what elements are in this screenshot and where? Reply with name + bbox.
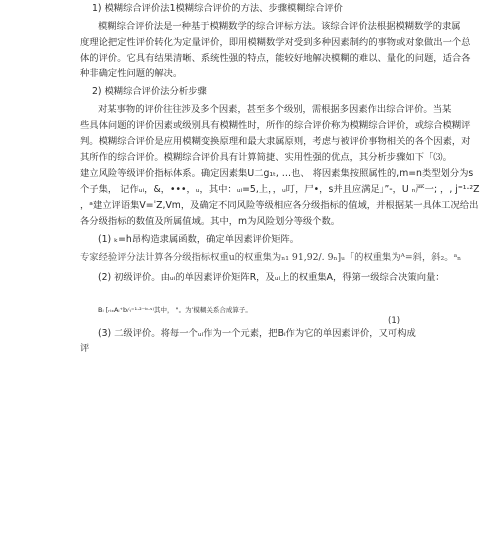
formula-number: (1)	[388, 316, 401, 326]
text-line: 判。模糊综合评价是应用模糊变换原理和最大隶属原则，考虑与被评价事物相关的各个因素，对	[80, 136, 471, 147]
text-line: 专家经验评分法计算各分级指标权重u的权重集为ₙ₁ 91,92/. 9ₙ]ᵤ「的权重集为ᴬ=斜，斜₂。ᵃₙ	[80, 252, 462, 263]
text-line: 各分级指标的数值及所属值域。其中，m为风险划分等级个数。	[80, 216, 341, 227]
text-line: 体的评价。它具有结果清晰、系统性强的特点，能较好地解决模糊的难以、量化的问题，适合各	[80, 53, 471, 64]
text-line: 评	[80, 343, 90, 354]
text-line: 建立风险等级评价指标体系。确定因素集U二g₁ₜ, …也、 将因素集按照属性的,m=n类型划分为s	[80, 168, 474, 179]
text-line: 模糊综合评价法是一种基于模糊数学的综合评标方法。该综合评价法根据模糊数学的隶属	[98, 21, 461, 32]
text-line: 些具体问题的评价因素或级别具有模糊性时，所作的综合评价称为模糊综合评价，或综合模糊评	[80, 120, 471, 131]
text-line: 对某事物的评价往往涉及多个因素，甚至多个级别，需根据多因素作出综合评价。当某	[98, 104, 452, 115]
text-line: 种非确定性问题的解决。	[80, 68, 183, 79]
text-line: 1) 模糊综合评价法1模糊综合评价的方法、步骤模糊综合评价	[92, 3, 343, 14]
text-line: 2) 模糊综合评价法分析步骤	[92, 86, 207, 97]
text-line: (2) 初级评价。由ᵤᵢ的单因素评价矩阵R，及ᵤᵢ上的权重集A，得第一级综合决策向量：	[98, 272, 445, 283]
text-line: 度理论把定性评价转化为定量评价，即用模糊数学对受到多种因素制约的事物或对象做出一个总	[80, 37, 471, 48]
text-line: (1) ₖ=h昂构造隶属函数，确定单因素评价矩阵。	[98, 234, 300, 245]
text-line: (3) 二级评价。将每一个ᵤᵢ作为一个元素，把Bᵢ作为它的单因素评价，又可构成	[98, 328, 416, 339]
text-line: 其所作的综合评价。模糊综合评价具有计算简捷、实用性强的优点，其分析步骤如下「⑶。	[80, 152, 452, 163]
text-line: ，ᵃ建立评语集V=ˈZ,Vm，及确定不同风险等级相应各分级指标的值域，并根据某一具体工况给出	[80, 200, 479, 211]
formula-line: Bᵢ [ᵣᵢₓAᵢ⁺bᵢ⁽ᵢ⁼¹·²⁻ᵇ·ˢ⁾其中， "。为ˈ模糊关系合成算子。	[98, 306, 252, 314]
text-line: 个子集， 记作ᵤᵢ，&，•••，ᵤ，其中：ᵤᵢ=5,上，，ᵤ叮，尸•，s并且应满足」”-，U ₙ严一; ，, j⁼¹·²Z	[80, 184, 480, 195]
